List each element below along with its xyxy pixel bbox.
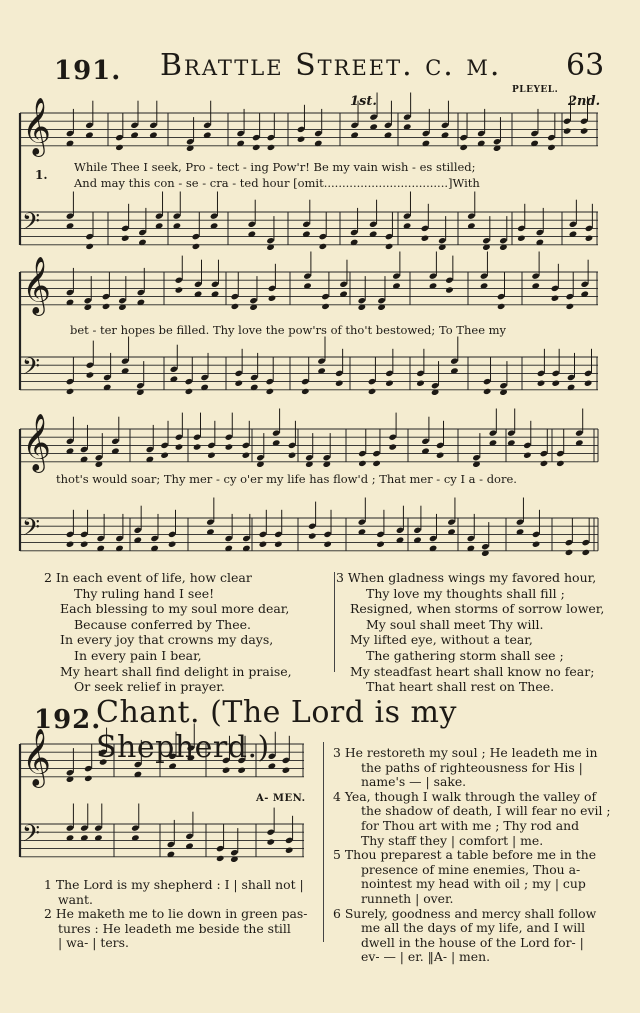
- staff-s2-treble-note: [321, 303, 330, 310]
- chant-line: 1 The Lord is my shepherd : I | shall not |: [44, 877, 304, 892]
- staff-chant-bass-note: [216, 855, 225, 862]
- chant-line: 6 Surely, goodness and mercy shall follow: [333, 905, 597, 921]
- chant-divider: [323, 742, 324, 942]
- verse-2-line: 2 In each event of life, how clear: [44, 570, 252, 585]
- lyric-line-1: While Thee I seek, Pro - tect - ing Pow'r! Be my vain wish - es stilled;: [74, 160, 476, 174]
- verse-3-line: The gathering storm shall see ;: [366, 647, 564, 663]
- staff-s1-bass-note: [121, 235, 130, 242]
- staff-chant-bass-note: [266, 838, 275, 845]
- staff-s2-treble-note: [175, 286, 184, 293]
- chant-line: want.: [58, 891, 93, 907]
- staff-s1-bass-note: [385, 243, 394, 250]
- staff-s3-bass-note: [80, 541, 89, 548]
- staff-chant-treble-note: [282, 767, 291, 774]
- verse-2-line: Because conferred by Thee.: [74, 616, 251, 632]
- staff-chant-bass-note: [285, 847, 294, 854]
- staff-s1-bass-note: [319, 243, 328, 250]
- verse-divider: [334, 572, 335, 672]
- staff-s2-treble-note: [268, 295, 277, 302]
- staff-s2-bass-note: [185, 388, 194, 395]
- chant-line: for Thou art with me ; Thy rod and: [361, 817, 580, 833]
- staff-s3-treble-note: [160, 452, 169, 459]
- verse-3-line: 3 When gladness wings my favored hour,: [336, 570, 597, 585]
- staff-s3-bass-note: [274, 541, 283, 548]
- verse-2-line: In every joy that crowns my days,: [60, 632, 274, 648]
- lyric-line-4: thot's would soar; Thy mer - cy o'er my life has flow'd ; That mer - cy I a - dore.: [56, 472, 517, 486]
- staff-s1-treble-note: [547, 144, 556, 151]
- chant-line: 5 Thou preparest a table before me in the: [333, 847, 597, 863]
- staff-s3-bass-note: [565, 549, 574, 556]
- chant-line: ev- — | er. ‖A- | men.: [361, 949, 491, 965]
- staff-chant-treble-note: [84, 775, 93, 782]
- verse-2-line: Each blessing to my soul more dear,: [60, 601, 290, 617]
- staff-s2-treble-note: [551, 295, 560, 302]
- staff-s1-treble-note: [563, 127, 572, 134]
- verse-3-line: My lifted eye, without a tear,: [350, 632, 533, 648]
- staff-s2-treble-note: [497, 303, 506, 310]
- verse-2-line: Or seek relief in prayer.: [74, 679, 225, 695]
- chant-right-verses: [333, 746, 611, 965]
- staff-s2-treble-note: [566, 303, 575, 310]
- staff-s2-bass-note: [551, 380, 560, 387]
- staff-s3-treble-note: [523, 452, 532, 459]
- staff-chant-bass-clef: 𝄢: [22, 819, 40, 853]
- staff-s3-treble-note: [436, 452, 445, 459]
- staff-s3-treble-note: [207, 452, 216, 459]
- staff-s3-bass-note: [168, 541, 177, 548]
- staff-s3-treble-note: [175, 443, 184, 450]
- hymn-192-title: Chant. (The Lord is my Shepherd.): [96, 695, 457, 765]
- verse-3-line: Resigned, when storms of sorrow lower,: [350, 601, 605, 617]
- staff-s3-treble-note: [225, 443, 234, 450]
- composer-credit: PLEYEL.: [512, 85, 559, 95]
- lyric-line-2: And may this con - se - cra - ted hour [omit..................................]With: [74, 176, 480, 190]
- chant-line: 2 He maketh me to lie down in green pas-: [44, 906, 308, 922]
- staff-s1-bass-clef: 𝄢: [22, 207, 40, 241]
- chant-line: Thy staff they | comfort | me.: [361, 832, 544, 848]
- chant-line: presence of mine enemies, Thou a-: [361, 861, 581, 877]
- staff-s2-bass-note: [385, 380, 394, 387]
- chant-line: dwell in the house of the Lord for- |: [361, 934, 584, 950]
- staff-s3-treble-note: [358, 460, 367, 467]
- staff-s3-treble-note: [540, 460, 549, 467]
- staff-s1-treble-note: [580, 127, 589, 134]
- staff-s1-treble-clef: 𝄞: [22, 96, 52, 155]
- staff-s2-bass-note: [584, 380, 593, 387]
- verse-2-line: My heart shall find delight in praise,: [60, 663, 292, 679]
- staff-s2-bass-note: [483, 388, 492, 395]
- staff-chant-treble-note: [237, 767, 246, 774]
- hymn-191-number: 191.: [54, 56, 122, 86]
- chant-line: the paths of righteousness for His |: [361, 759, 583, 775]
- first-ending-label: 1st.: [350, 94, 377, 109]
- staff-s3-bass-note: [259, 541, 268, 548]
- staff-s2-bass-note: [537, 380, 546, 387]
- staff-s2-bass-clef: 𝄢: [22, 352, 40, 386]
- staff-s3-bass-note: [532, 541, 541, 548]
- chant-line: nointest my head with oil ; my | cup: [361, 876, 586, 892]
- staff-s1-bass-note: [192, 243, 201, 250]
- staff-s2-treble-clef: 𝄞: [22, 255, 52, 314]
- staff-s1-treble-note: [115, 144, 124, 151]
- verse-3-line: Thy love my thoughts shall fill ;: [366, 585, 565, 601]
- staff-s2-bass-note: [301, 388, 310, 395]
- hymn-191-title: Brattle Street. c. m.: [160, 48, 502, 83]
- chant-line: the shadow of death, I will fear no evil ;: [361, 803, 611, 819]
- staff-chant-treble-note: [222, 767, 231, 774]
- staff-s2-treble-note: [445, 286, 454, 293]
- staff-s3-bass-note: [308, 532, 317, 539]
- chant-line: me all the days of my life, and I will: [361, 920, 586, 936]
- chant-line: name's — | sake.: [361, 774, 467, 790]
- staff-s1-treble-note: [267, 144, 276, 151]
- staff-s1-bass-note: [85, 243, 94, 250]
- staff-s1-treble-note: [297, 136, 306, 143]
- staff-s3-bass-note: [376, 541, 385, 548]
- chant-line: runneth | over.: [361, 890, 454, 906]
- second-ending-label: 2nd.: [568, 94, 601, 109]
- page-number: 63: [566, 48, 605, 83]
- staff-s1-treble-note: [459, 144, 468, 151]
- amen-label: A- MEN.: [256, 793, 306, 804]
- verse-3-line: That heart shall rest on Thee.: [366, 679, 555, 695]
- verse-2-line: Thy ruling hand I see!: [74, 585, 215, 601]
- staff-s1-treble-note: [252, 144, 261, 151]
- staff-chant-treble-clef: 𝄞: [22, 727, 52, 786]
- chant-line: 3 He restoreth my soul ; He leadeth me in: [333, 745, 598, 760]
- staff-s2-treble-note: [102, 303, 111, 310]
- staff-s3-treble-note: [388, 443, 397, 450]
- staff-s3-treble-clef: 𝄞: [22, 412, 52, 471]
- staff-s2-bass-note: [335, 380, 344, 387]
- staff-s3-treble-note: [193, 443, 202, 450]
- staff-s2-bass-note: [86, 371, 95, 378]
- staff-s3-bass-note: [582, 549, 591, 556]
- verse-3: [336, 570, 604, 695]
- staff-s3-bass-note: [66, 541, 75, 548]
- verse-2-line: In every pain I bear,: [74, 647, 202, 663]
- verse-2: [44, 570, 292, 695]
- staff-s3-treble-note: [288, 452, 297, 459]
- verse-3-line: My steadfast heart shall know no fear;: [350, 663, 595, 679]
- staff-s2-bass-note: [266, 388, 275, 395]
- staff-s3-bass-note: [323, 541, 332, 548]
- chant-left-verses: [44, 878, 307, 951]
- staff-s2-bass-note: [234, 380, 243, 387]
- staff-s1-bass-note: [421, 235, 430, 242]
- chant-line: tures : He leadeth me beside the still: [58, 920, 291, 936]
- staff-s1-bass-note: [517, 235, 526, 242]
- staff-s3-treble-note: [372, 460, 381, 467]
- verse-3-line: My soul shall meet Thy will.: [366, 616, 544, 632]
- verse-number-1: 1.: [35, 168, 48, 182]
- hymn-192-number: 192.: [34, 705, 102, 735]
- staff-s2-bass-note: [416, 380, 425, 387]
- staff-s2-treble-note: [231, 303, 240, 310]
- staff-s3-bass-clef: 𝄢: [22, 513, 40, 547]
- staff-s3-treble-note: [556, 460, 565, 467]
- staff-s1-bass-note: [585, 235, 594, 242]
- chant-line: 4 Yea, though I walk through the valley of: [333, 788, 597, 804]
- staff-s2-bass-note: [66, 388, 75, 395]
- staff-s3-treble-note: [242, 452, 251, 459]
- staff-s2-bass-note: [368, 388, 377, 395]
- chant-line: | wa- | ters.: [58, 935, 129, 951]
- lyric-line-3: bet - ter hopes be filled. Thy love the pow'rs of tho't bestowed; To Thee my: [70, 323, 507, 337]
